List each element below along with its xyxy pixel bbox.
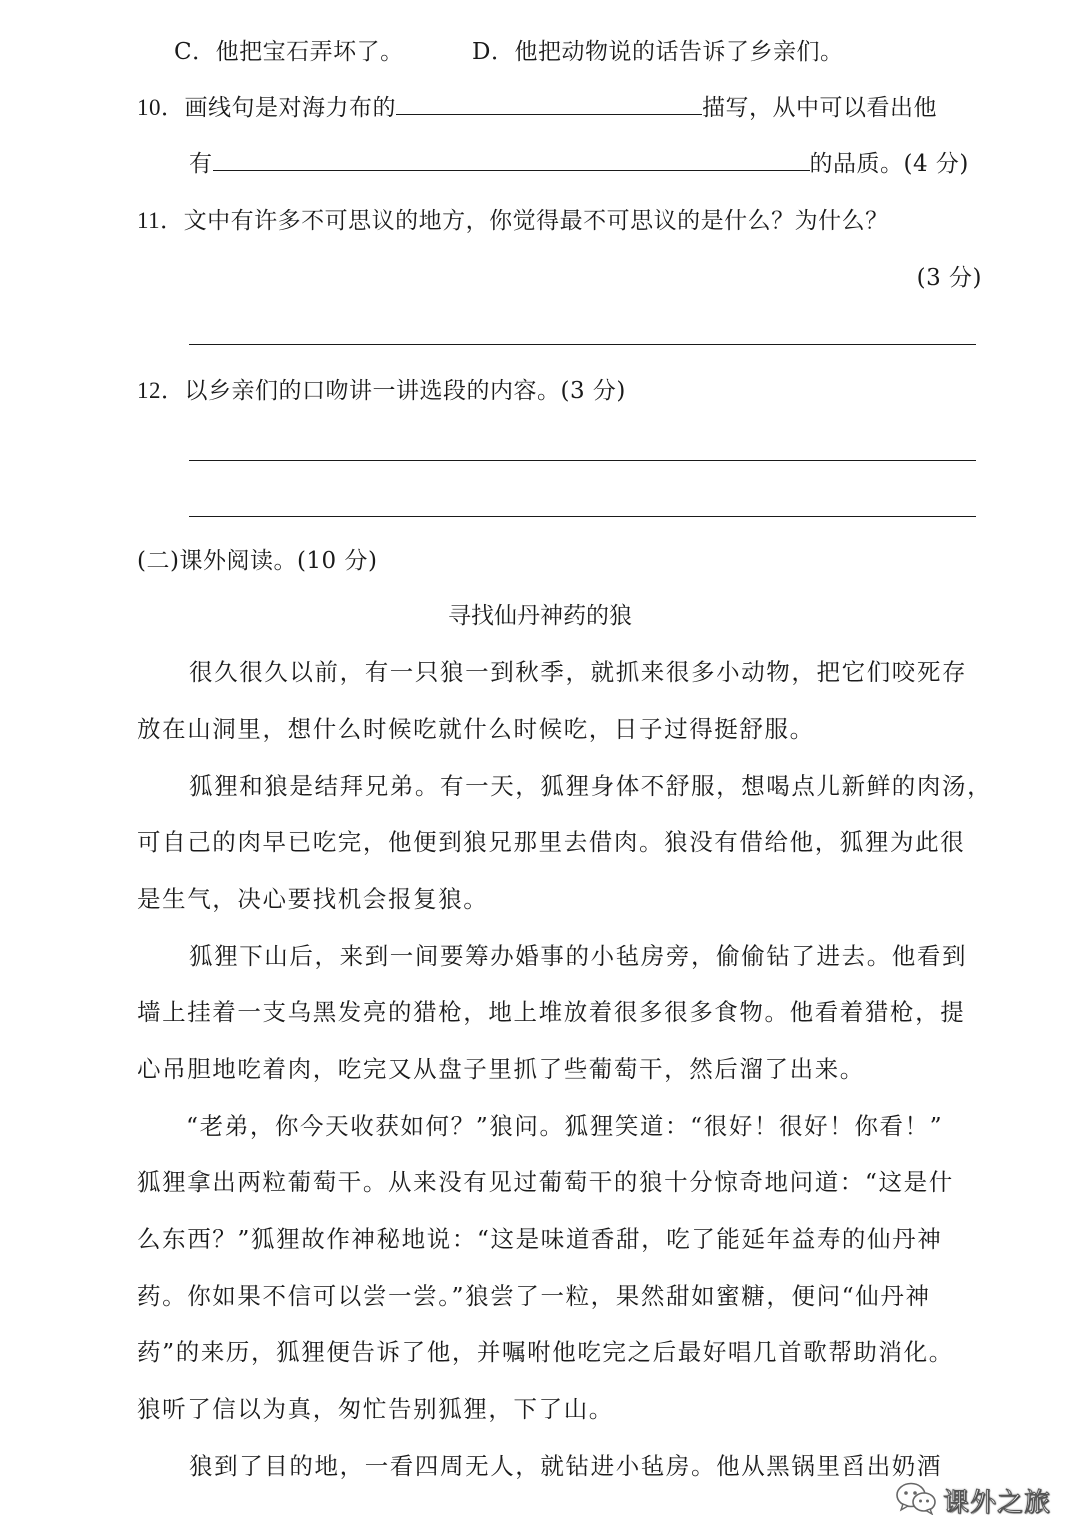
passage-line: 药”的来历，狐狸便告诉了他，并嘱咐他吃完之后最好唱几首歌帮助消化。 [137, 1338, 954, 1366]
question-10-text-d: 的品质。(4 分) [809, 151, 969, 177]
question-10-line-2 [189, 148, 969, 180]
passage-line: 狼听了信以为真，匆忙告别狐狸，下了山。 [137, 1395, 614, 1423]
question-11-score: (3 分) [916, 265, 982, 291]
passage-line: 狼到了目的地，一看四周无人，就钻进小毡房。他从黑锅里舀出奶酒 [189, 1452, 942, 1480]
passage-line: 狐狸下山后，来到一间要筹办婚事的小毡房旁，偷偷钻了进去。他看到 [189, 942, 968, 970]
wechat-icon [895, 1481, 937, 1519]
passage-line: 墙上挂着一支乌黑发亮的猎枪，地上堆放着很多很多食物。他看着猎枪，提 [137, 998, 966, 1026]
passage-line: 是生气，决心要找机会报复狼。 [137, 885, 489, 913]
passage-line: 心吊胆地吃着肉，吃完又从盘子里抓了些葡萄干，然后溜了出来。 [137, 1055, 865, 1083]
question-12-line [137, 375, 626, 407]
question-10-text-b: 描写，从中可以看出他 [702, 95, 937, 121]
question-10-line-1 [137, 92, 937, 124]
question-10-text-a: 画线句是对海力布的 [184, 95, 396, 121]
passage-line: 狐狸和狼是结拜兄弟。有一天，狐狸身体不舒服，想喝点儿新鲜的肉汤， [189, 772, 993, 800]
option-d: D．他把动物说的话告诉了乡亲们。 [472, 39, 844, 65]
question-10-text-c: 有 [189, 151, 213, 177]
option-c: C．他把宝石弄坏了。 [174, 39, 404, 65]
passage-line: 放在山洞里，想什么时候吃就什么时候吃，日子过得挺舒服。 [137, 715, 815, 743]
question-11-line [137, 205, 889, 237]
question-10-blank-1[interactable] [396, 92, 702, 115]
passage-line: 么东西？”狐狸故作神秘地说：“这是味道香甜，吃了能延年益寿的仙丹神 [137, 1225, 943, 1253]
watermark [895, 1478, 1051, 1522]
watermark-text: 课外之旅 [943, 1487, 1052, 1518]
passage-line: 可自己的肉早已吃完，他便到狼兄那里去借肉。狼没有借给他，狐狸为此很 [137, 828, 966, 856]
question-11-text: 文中有许多不可思议的地方，你觉得最不可思议的是什么？为什么？ [183, 208, 889, 234]
question-12-number: 12． [137, 378, 185, 403]
question-12-answer-line-2[interactable] [189, 516, 976, 517]
passage-title: 寻找仙丹神药的狼 [448, 603, 632, 629]
question-11-answer-line[interactable] [189, 344, 976, 345]
passage-line: “老弟，你今天收获如何？”狼问。狐狸笑道：“很好！很好！你看！” [186, 1112, 944, 1140]
section-heading: (二)课外阅读。(10 分) [137, 548, 378, 574]
question-12-text: 以乡亲们的口吻讲一讲选段的内容。(3 分) [184, 378, 626, 404]
question-11-number: 11． [137, 208, 184, 233]
passage-line: 狐狸拿出两粒葡萄干。从来没有见过葡萄干的狼十分惊奇地问道：“这是什 [137, 1168, 954, 1196]
question-10-number: 10． [137, 95, 185, 120]
question-10-blank-2[interactable] [213, 148, 810, 171]
passage-line: 药。你如果不信可以尝一尝。”狼尝了一粒，果然甜如蜜糖，便问“仙丹神 [137, 1282, 931, 1310]
question-12-answer-line-1[interactable] [189, 460, 976, 461]
passage-line: 很久很久以前，有一只狼一到秋季，就抓来很多小动物，把它们咬死存 [189, 658, 968, 686]
